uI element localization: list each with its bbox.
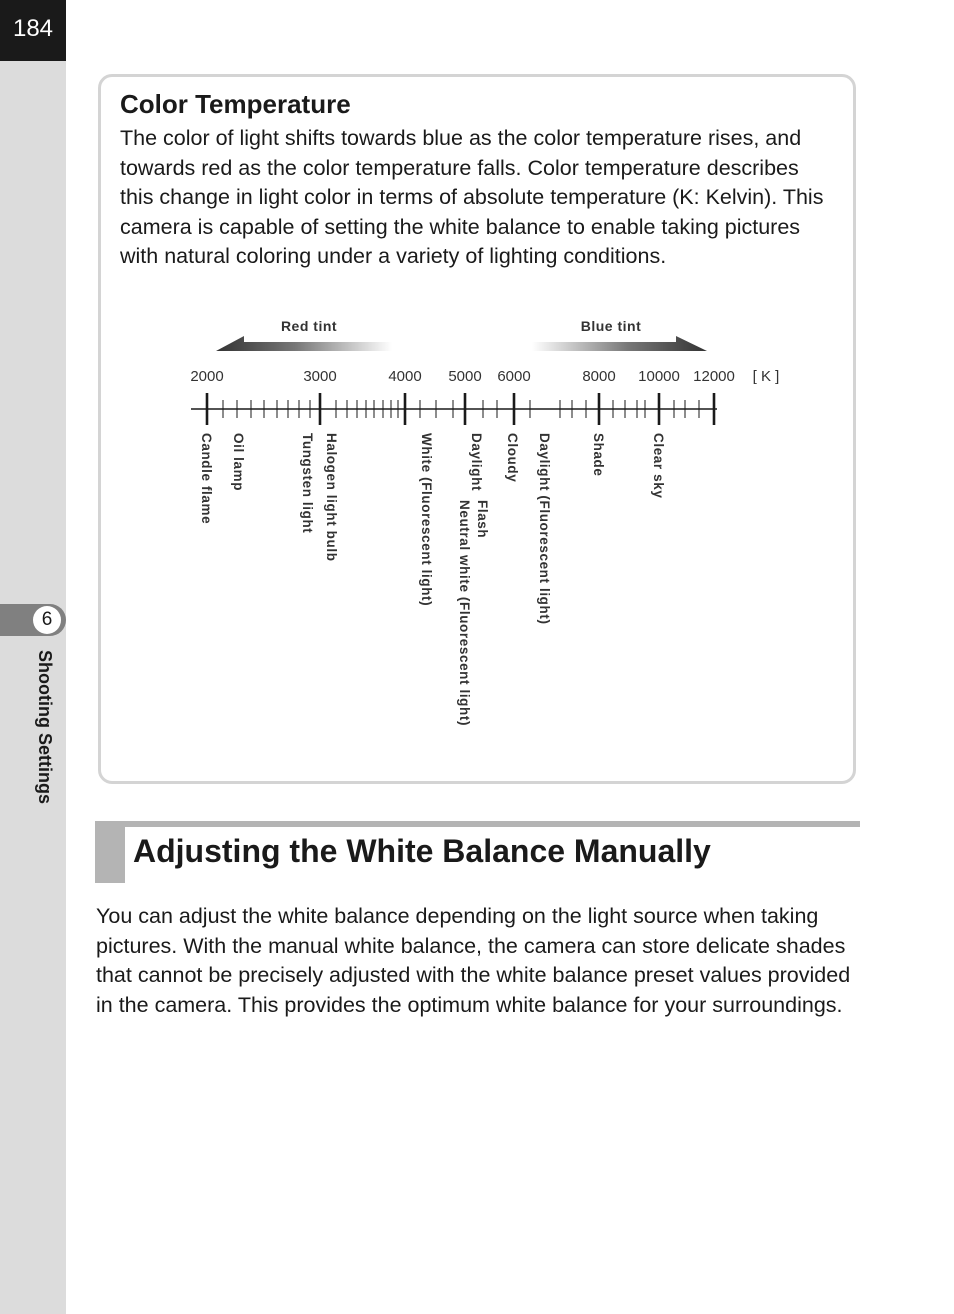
scale-label-5000: 5000 xyxy=(448,368,482,385)
chapter-title: Shooting Settings xyxy=(35,650,55,804)
light-source-labels xyxy=(199,433,666,726)
scale-label-4000: 4000 xyxy=(388,368,422,385)
chapter-number: 6 xyxy=(33,606,61,634)
section-title: Adjusting the White Balance Manually xyxy=(133,833,711,869)
scale-labels xyxy=(190,368,779,385)
section-heading-block xyxy=(95,827,125,883)
light-source-daylight-fluorescent: Daylight (Fluorescent light) xyxy=(537,433,552,625)
scale-label-2000: 2000 xyxy=(190,368,224,385)
blue-tint-arrow xyxy=(532,336,707,351)
light-source-oil-lamp: Oil lamp xyxy=(231,433,246,492)
scale-label-3000: 3000 xyxy=(303,368,337,385)
blue-tint-label: Blue tint xyxy=(580,318,642,334)
page-number: 184 xyxy=(12,15,54,42)
light-source-white-fluorescent: White (Fluorescent light) xyxy=(419,433,434,607)
light-source-shade: Shade xyxy=(591,433,606,477)
scale-ticks xyxy=(191,393,717,425)
red-tint-arrow xyxy=(216,336,392,351)
light-source-candle-flame: Candle flame xyxy=(199,433,214,525)
light-source-cloudy: Cloudy xyxy=(505,433,520,483)
red-tint-label: Red tint xyxy=(280,318,338,334)
scale-label-8000: 8000 xyxy=(582,368,616,385)
scale-label-6000: 6000 xyxy=(497,368,531,385)
scale-label-10000: 10000 xyxy=(638,368,680,385)
section-body: You can adjust the white balance depending on the light source when taking pictures. With the manual white balance, the camera can store delicate shades that cannot be precisely adjusted with the white balance preset values provided in the camera. This provides the optimum white balance for your surroundings. xyxy=(96,904,851,1017)
light-source-clear-sky: Clear sky xyxy=(651,433,666,499)
panel-title: Color Temperature xyxy=(120,89,351,119)
scale-label-12000: 12000 xyxy=(693,368,735,385)
light-source-daylight: Daylight xyxy=(469,433,484,492)
section-heading-bar xyxy=(95,821,860,827)
light-source-halogen-light-bulb: Halogen light bulb xyxy=(324,433,339,562)
light-source-tungsten-light: Tungsten light xyxy=(300,433,315,534)
unit-label: [ K ] xyxy=(752,368,780,385)
panel-body: The color of light shifts towards blue as the color temperature rises, and towards red as the color temperature falls. Color temperature describes this change in light color in terms of absolute temperature (K: Kelvin). This camera is capable of setting the white balance to enable taking pictures with natural coloring under a variety of lighting conditions. xyxy=(120,126,824,269)
light-source-neutral-white-fluorescent: Neutral white (Fluorescent light) xyxy=(457,500,472,727)
light-source-flash: Flash xyxy=(475,500,490,539)
